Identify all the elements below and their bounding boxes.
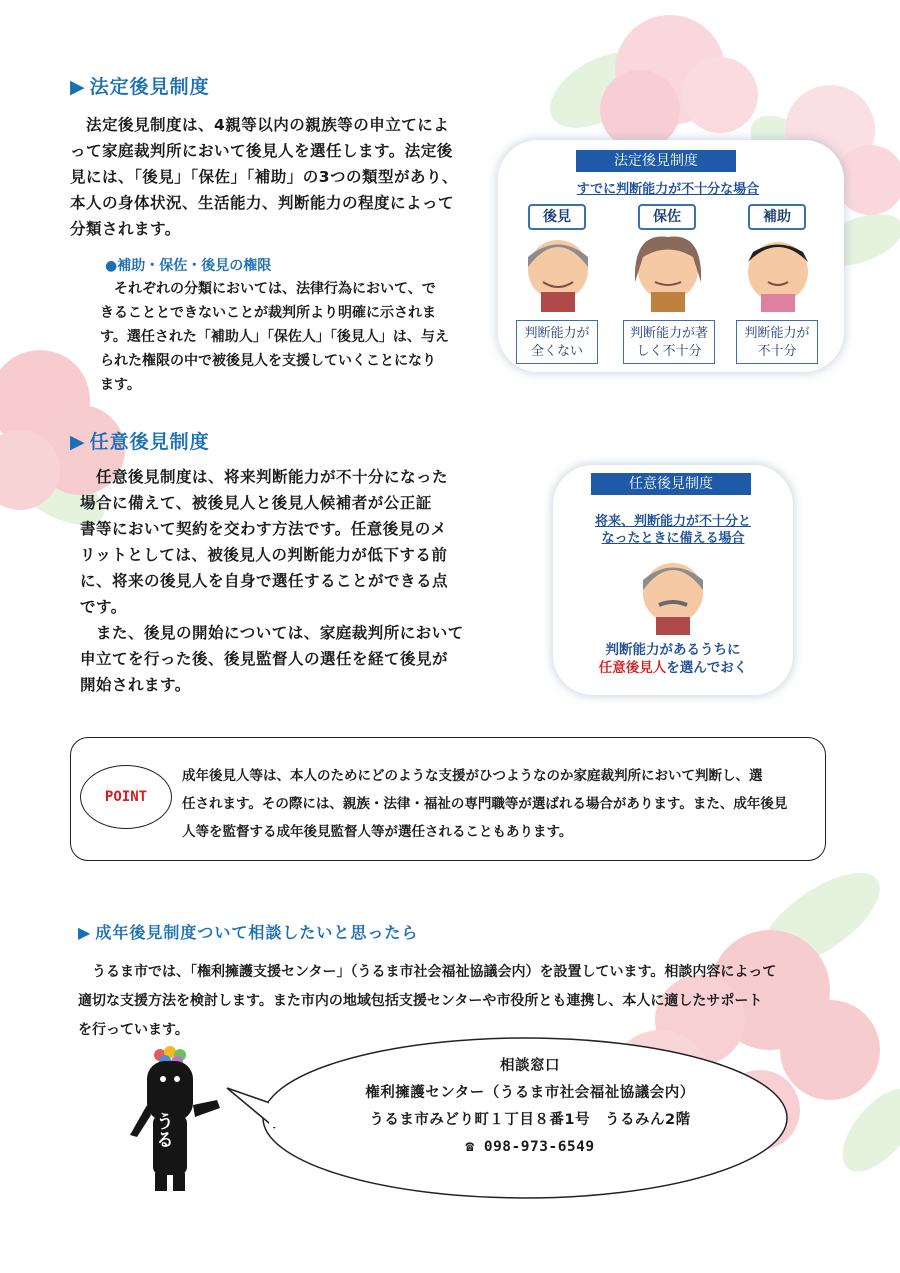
ability-line: しく不十分: [636, 344, 702, 359]
elderly-man-icon: [528, 240, 588, 312]
bottom-line: 判断能力があるうちに: [605, 642, 741, 658]
authority-subheading: ●補助・保佐・後見の権限: [105, 258, 272, 274]
text-line: を行っています。: [78, 1022, 189, 1038]
ability-line: 全くない: [530, 344, 583, 359]
text-line: 場合に備えて、被後見人と後見人候補者が公正証: [80, 494, 432, 512]
contact-address: うるま市みどり町１丁目８番1号 うるみん2階: [369, 1112, 691, 1128]
contact-org: 権利擁護センター（うるま市社会福祉協議会内）: [365, 1085, 695, 1101]
consult-heading: ▶ 成年後見制度ついて相談したいと思ったら: [78, 923, 419, 942]
text-line: 適切な支援方法を検討します。また市内の地域包括支援センターや市役所とも連携し、本人に適したサポート: [78, 993, 763, 1009]
contact-phone: ☎ 098-973-6549: [465, 1139, 595, 1155]
text-line: 申立てを行った後、後見監督人の選任を経て後見が: [80, 650, 449, 668]
subtitle-line: なったときに備える場合: [601, 531, 745, 546]
text-line: られた権限の中で被後見人を支援していくことになり: [100, 353, 436, 369]
text-line: 開始されます。: [80, 676, 191, 694]
text-line: 本人の身体状況、生活能力、判断能力の程度によって: [70, 194, 455, 212]
type-hosa: 保佐: [638, 204, 696, 230]
voluntary-title: 任意後見制度: [89, 431, 210, 453]
text-line: 分類されます。: [70, 220, 181, 238]
elderly-woman-icon: [635, 237, 701, 312]
text-line: す。選任された「補助人」「保佐人」「後見人」は、与え: [100, 329, 449, 345]
text-line: 人等を監督する成年後見監督人等が選任されることもあります。: [182, 824, 573, 840]
point-label: POINT: [80, 765, 172, 829]
young-man-icon: [748, 242, 808, 312]
consult-title: 成年後見制度ついて相談したいと思ったら: [95, 923, 419, 942]
point-text: [182, 762, 822, 846]
statutory-title: 法定後見制度: [89, 76, 210, 98]
ability-line: 判断能力が: [744, 326, 810, 341]
voluntary-diagram: [553, 465, 793, 695]
elderly-man-icon: [633, 555, 713, 635]
text-line: 任意後見制度は、将来判断能力が不十分になった: [80, 468, 449, 486]
ability-line: 不十分: [757, 344, 797, 359]
people-illustrations: [513, 232, 833, 312]
text-line: うるま市では、「権利擁護支援センター」（うるま市社会福祉協議会内）を設置しています。相談内容によって: [78, 964, 777, 980]
ability-line: 判断能力が: [524, 326, 590, 341]
mascot-label: うる: [153, 1112, 174, 1148]
consult-body: [78, 958, 878, 1045]
authority-body: [100, 277, 500, 397]
text-line: に、将来の後見人を自身で選任することができる点: [80, 572, 449, 590]
ability-hosa: [623, 320, 715, 364]
text-line: 成年後見人等は、本人のためにどのような支援がひつようなのか家庭裁判所において判断し、選: [182, 768, 763, 784]
text-line: きることとできないことが裁判所より明確に示されま: [100, 305, 436, 321]
type-koken: 後見: [528, 204, 586, 230]
voluntary-heading: ▶ 任意後見制度: [70, 431, 210, 453]
text-line: 任されます。その際には、親族・法律・福祉の専門職等が選ばれる場合があります。また、成年後見: [182, 796, 788, 812]
text-line: また、後見の開始については、家庭裁判所において: [80, 624, 464, 642]
text-line: です。: [80, 598, 127, 616]
text-line: って家庭裁判所において後見人を選任します。法定後: [70, 142, 453, 160]
contact-heading: 相談窓口: [500, 1058, 560, 1074]
text-line: 書等において契約を交わす方法です。任意後見のメ: [80, 520, 447, 538]
panel-subtitle: すでに判断能力が不十分な場合: [576, 182, 760, 197]
ability-line: 判断能力が著: [629, 326, 708, 341]
panel-title: 任意後見制度: [591, 473, 751, 495]
voluntary-bottom-text: [563, 641, 783, 677]
subtitle-line: 将来、判断能力が不十分と: [594, 514, 751, 529]
bottom-line-rest: を選んでおく: [666, 660, 748, 676]
text-line: それぞれの分類においては、法律行為において、で: [100, 281, 436, 297]
text-line: 法定後見制度は、4親等以内の親族等の申立てによ: [70, 116, 450, 134]
statutory-heading: ▶ 法定後見制度: [70, 76, 210, 98]
statutory-diagram: [498, 140, 844, 372]
text-line: ます。: [100, 377, 141, 393]
panel-title: 法定後見制度: [576, 150, 736, 172]
panel-subtitle: [563, 513, 783, 547]
contact-info: [300, 1053, 760, 1161]
voluntary-body: [80, 464, 500, 698]
type-hojo: 補助: [748, 204, 806, 230]
text-line: リットとしては、被後見人の判断能力が低下する前: [80, 546, 448, 564]
statutory-body: [70, 112, 500, 242]
text-line: 見には、「後見」「保佐」「補助」の3つの類型があり、: [70, 168, 459, 186]
ability-hojo: [736, 320, 818, 364]
ability-koken: [516, 320, 598, 364]
highlight-text: 任意後見人: [598, 660, 667, 676]
bottom-line: [563, 659, 783, 677]
